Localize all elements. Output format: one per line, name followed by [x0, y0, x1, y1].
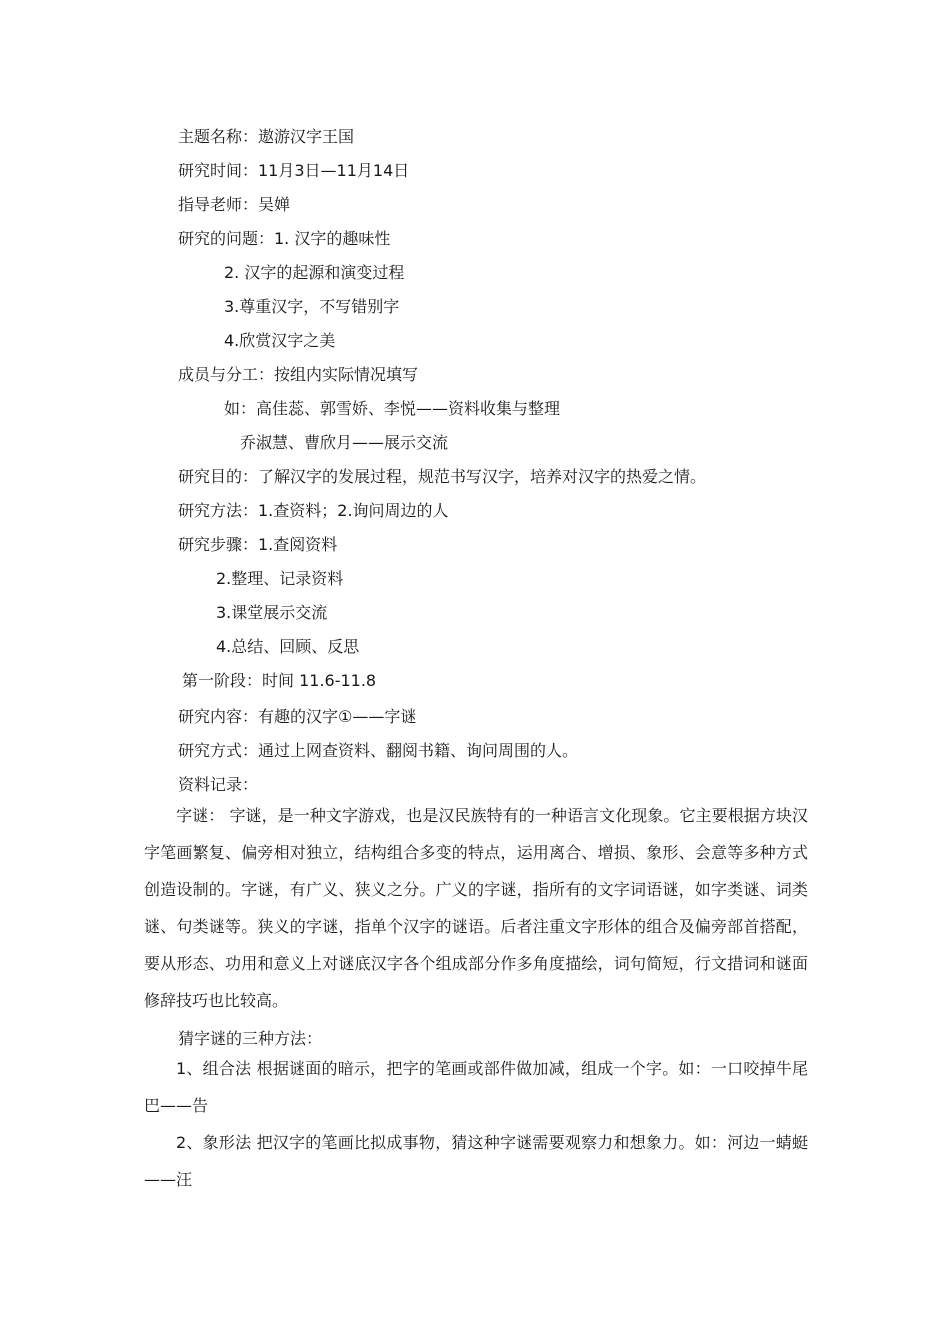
members-example-1: 如：高佳蕊、郭雪娇、李悦——资料收集与整理 — [224, 399, 561, 418]
steps-line-3: 3.课堂展示交流 — [216, 603, 328, 622]
topic-line: 主题名称：遨游汉字王国 — [178, 127, 355, 146]
method-1-text: 1、组合法 根据谜面的暗示，把字的笔画或部件做加减，组成一个字。如：一口咬掉牛尾巴——告 — [144, 1059, 808, 1115]
method-1-paragraph — [144, 1050, 808, 1124]
content-line: 研究内容：有趣的汉字①——字谜 — [178, 707, 417, 726]
question-line-2: 2. 汉字的起源和演变过程 — [224, 263, 405, 282]
question-line-4: 4.欣赏汉字之美 — [224, 331, 336, 350]
steps-line-2: 2.整理、记录资料 — [216, 569, 344, 588]
purpose-line: 研究目的：了解汉字的发展过程，规范书写汉字，培养对汉字的热爱之情。 — [178, 467, 707, 486]
records-heading: 资料记录： — [178, 775, 259, 794]
stage-line: 第一阶段：时间 11.6-11.8 — [182, 671, 377, 690]
method-2-text: 2、象形法 把汉字的笔画比拟成事物，猜这种字谜需要观察力和想象力。如：河边一蜻蜓——汪 — [144, 1133, 808, 1189]
time-line: 研究时间：11月3日—11月14日 — [178, 161, 410, 180]
steps-line-4: 4.总结、回顾、反思 — [216, 637, 360, 656]
question-line-3: 3.尊重汉字，不写错别字 — [224, 297, 400, 316]
members-line: 成员与分工：按组内实际情况填写 — [178, 365, 419, 384]
riddle-paragraph-text: 字谜： 字谜，是一种文字游戏，也是汉民族特有的一种语言文化现象。它主要根据方块汉字笔画繁复、偏旁相对独立，结构组合多变的特点，运用离合、增损、象形、会意等多种方式创造设制的。字谜，有广义、狭义之分。广义的字谜，指所有的文字词语谜，如字类谜、词类谜、句类谜等。狭义的字谜，指单个汉字的谜语。后者注重文字形体的组合及偏旁部首搭配，要从形态、功用和意义上对谜底汉字各个组成部分作多角度描绘，词句简短，行文措词和谜面修辞技巧也比较高。 — [144, 806, 808, 1010]
question-line-1: 研究的问题：1. 汉字的趣味性 — [178, 229, 391, 248]
method-2-paragraph — [144, 1124, 808, 1198]
methods-heading: 猜字谜的三种方法： — [178, 1029, 323, 1048]
teacher-line: 指导老师：吴婵 — [178, 195, 291, 214]
approach-line: 研究方式：通过上网查资料、翻阅书籍、询问周围的人。 — [178, 741, 579, 760]
members-example-2: 乔淑慧、曹欣月——展示交流 — [240, 433, 449, 452]
method-line: 研究方法：1.查资料；2.询问周边的人 — [178, 501, 449, 520]
riddle-paragraph — [144, 797, 808, 1019]
steps-line-1: 研究步骤：1.查阅资料 — [178, 535, 338, 554]
